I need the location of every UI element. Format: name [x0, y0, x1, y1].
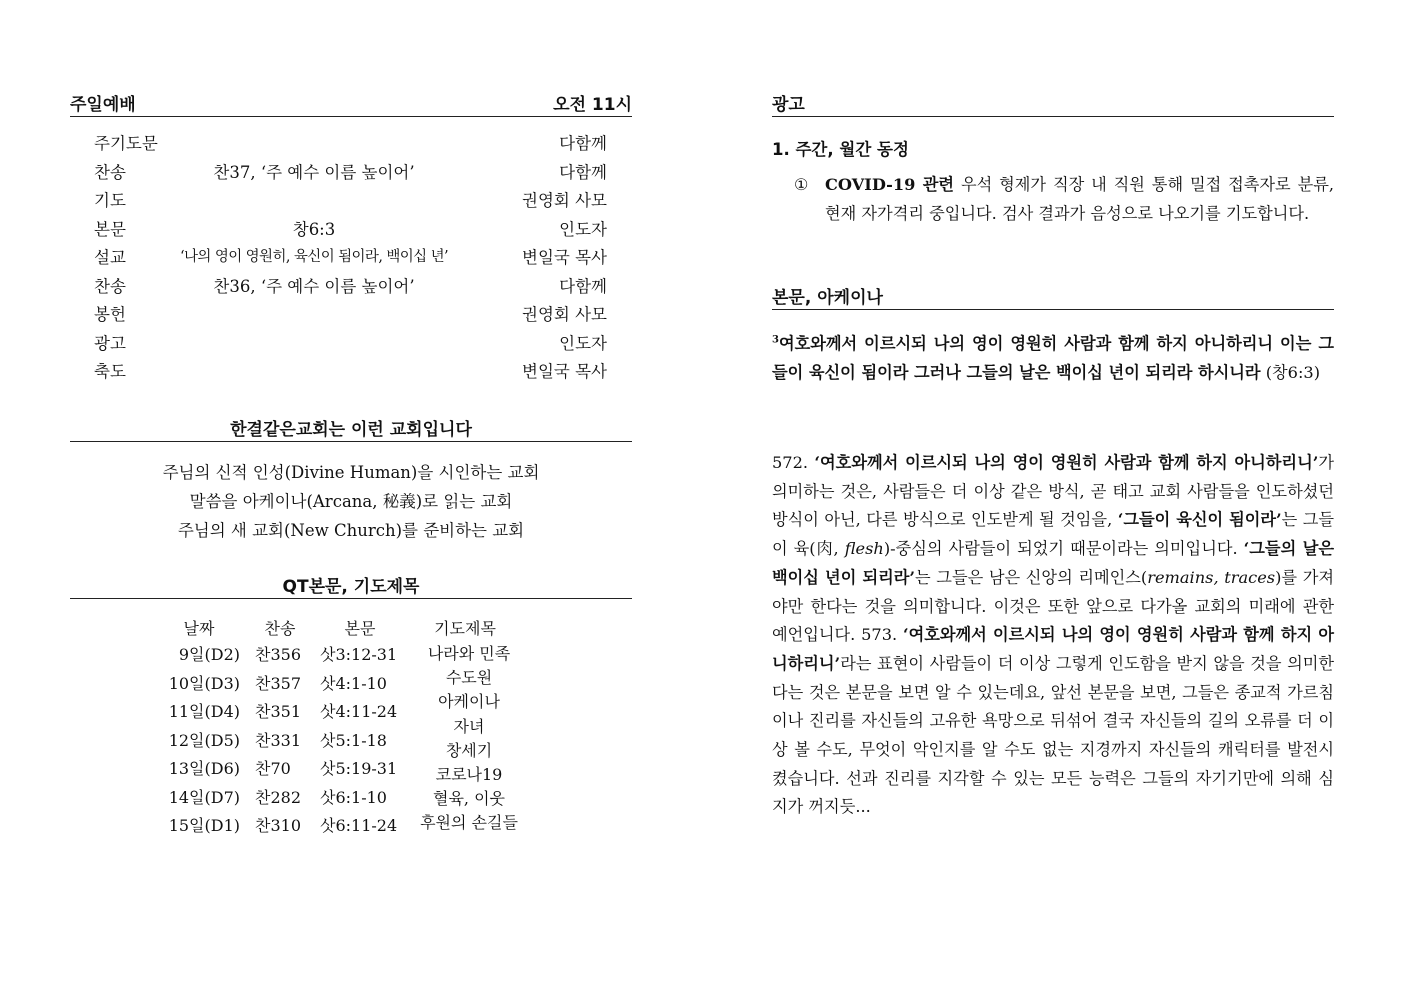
qt-text: 삿5:1-18 [320, 730, 387, 750]
qt-hymn: 찬310 [255, 816, 301, 835]
mission-line: 말씀을 아케이나(Arcana, 秘義)로 읽는 교회 [189, 492, 513, 511]
order-content: 찬36, ‘주 예수 이름 높이어’ [213, 276, 415, 296]
qt-col-date: 날짜 [183, 618, 215, 638]
ad-title: 광고 [772, 95, 805, 115]
order-content: ‘나의 영이 영원히, 육신이 됨이라, 백이십 년’ [179, 249, 448, 265]
order-item: 축도 [94, 362, 126, 381]
qt-prayer: 나라와 민족 [427, 644, 511, 663]
qt-date: 12일(D5) [168, 730, 240, 750]
order-leader: 다함께 [559, 162, 607, 182]
order-item: 기도 [94, 191, 126, 210]
commentary-term: remains, traces [1147, 567, 1276, 587]
order-item: 찬송 [94, 276, 126, 296]
worship-header [70, 94, 632, 117]
order-item: 설교 [94, 248, 126, 267]
qt-row [158, 785, 402, 814]
verse-reference: (창6:3) [1260, 362, 1321, 382]
commentary-text: )-중심의 사람들이 되었기 때문이라는 의미입니다. [883, 539, 1244, 559]
qt-rows [158, 642, 402, 842]
worship-order [94, 130, 607, 387]
qt-col-hymn: 찬송 [264, 618, 296, 638]
commentary-text: )를 가져야만 한다는 것을 의미합니다. 이것은 또한 앞으로 다가올 교회의 미래에 관한 예언입니다. 573. [772, 567, 1334, 645]
mission-line: 주님의 새 교회(New Church)를 준비하는 교회 [177, 521, 525, 540]
commentary-quote: ‘여호와께서 이르시되 나의 영이 영원히 사람과 함께 하지 아니하리니’ [814, 453, 1319, 472]
qt-col-prayer: 기도제목 [434, 618, 496, 638]
qt-text: 삿5:19-31 [320, 759, 398, 778]
qt-title: QT본문, 기도제목 [282, 577, 420, 597]
qt-row [158, 671, 402, 700]
order-item: 본문 [94, 219, 126, 239]
qt-hymn: 찬356 [255, 645, 301, 664]
order-item: 주기도문 [94, 134, 158, 153]
qt-header [70, 576, 632, 599]
order-row [94, 216, 607, 245]
mission-list [70, 458, 632, 545]
ad-item-text [825, 171, 1334, 228]
order-row [94, 330, 607, 359]
commentary-quote: ‘그들의 날은 백이십 년이 되리라’ [772, 539, 1334, 587]
order-item: 찬송 [94, 162, 126, 182]
ad-item-number: ① [794, 175, 809, 194]
commentary-quote: ‘여호와께서 이르시되 나의 영이 영원히 사람과 함께 하지 아니하리니’ [772, 625, 1334, 673]
qt-text: 삿6:1-10 [320, 787, 387, 807]
ad-item-keyword: COVID-19 관련 [825, 175, 955, 194]
qt-prayer: 혈육, 이웃 [433, 789, 505, 809]
qt-text: 삿4:1-10 [320, 673, 387, 693]
order-item: 봉헌 [94, 305, 126, 324]
order-row [94, 244, 607, 273]
qt-date: 10일(D3) [168, 673, 240, 693]
worship-time: 오전 11시 [553, 95, 632, 115]
qt-date: 9일(D2) [178, 645, 240, 664]
order-row [94, 358, 607, 387]
qt-col-text: 본문 [344, 618, 376, 638]
commentary [772, 449, 1334, 822]
qt-text: 삿4:11-24 [320, 702, 398, 721]
order-leader: 다함께 [559, 276, 607, 296]
order-leader: 권영회 사모 [522, 305, 607, 324]
qt-hymn: 찬357 [255, 673, 301, 693]
text-header [772, 287, 1334, 310]
verse-number: 3 [772, 334, 779, 346]
commentary-term: flesh [844, 539, 884, 559]
qt-date: 15일(D1) [168, 816, 240, 835]
scripture-verse [772, 330, 1334, 387]
qt-prayer: 수도원 [445, 668, 493, 688]
order-leader: 권영회 사모 [522, 191, 607, 210]
ad-item-body: 우석 형제가 직장 내 직원 통해 밀접 접촉자로 분류, 현재 자가격리 중입니다. 검사 결과가 음성으로 나오기를 기도합니다. [825, 175, 1334, 223]
commentary-text: 572. [772, 453, 815, 472]
qt-prayer: 자녀 [453, 716, 485, 736]
qt-hymn: 찬282 [255, 787, 301, 807]
commentary-quote: ‘그들이 육신이 됨이라’ [1117, 510, 1282, 530]
order-row [94, 159, 607, 188]
order-leader: 인도자 [559, 333, 607, 353]
mission-header [70, 419, 632, 442]
mission-line: 주님의 신적 인성(Divine Human)을 시인하는 교회 [162, 463, 540, 482]
qt-text: 삿6:11-24 [320, 816, 398, 835]
ad-item [794, 171, 1334, 228]
qt-text: 삿3:12-31 [320, 645, 398, 664]
qt-table [158, 613, 530, 641]
qt-row [158, 728, 402, 757]
order-leader: 인도자 [559, 219, 607, 239]
order-content: 찬37, ‘주 예수 이름 높이어’ [213, 162, 415, 182]
qt-date: 14일(D7) [168, 787, 240, 807]
commentary-text: 라는 표현이 사람들이 더 이상 그렇게 인도함을 받지 않을 것을 의미한다는 것은 본문을 보면 알 수 있는데요, 앞선 본문을 보면, 그들은 종교적 가르침이나 진리를 자신들의 고유한 욕망으로 뒤섞어 결국 자신들의 길의 오류를 더 이상 볼 수도, 무엇이 악인지를 알 수도 없는 지경까지 자신들의 캐릭터를 발전시켰습니다. 선과 진리를 지각할 수 있는 모든 능력은 그들의 자기기만에 의해 심지가 꺼지듯... [772, 653, 1334, 817]
qt-row [158, 699, 402, 728]
qt-row [158, 813, 402, 842]
qt-prayer: 창세기 [445, 740, 493, 760]
order-leader: 다함께 [559, 134, 607, 153]
qt-row [158, 642, 402, 671]
ad-header [772, 94, 1334, 117]
worship-title: 주일예배 [70, 95, 136, 115]
qt-header-row [158, 613, 530, 641]
qt-prayer-list [402, 642, 536, 836]
order-leader: 변일국 목사 [522, 248, 607, 267]
commentary-text: 가 의미하는 것은, 사람들은 더 이상 같은 방식, 곧 태고 교회 사람들을 인도하셨던 방식이 아닌, 다른 방식으로 인도받게 될 것임을, [772, 453, 1334, 530]
order-row [94, 273, 607, 302]
order-item: 광고 [94, 333, 126, 353]
order-row [94, 187, 607, 216]
mission-title: 한결같은교회는 이런 교회입니다 [230, 420, 472, 440]
qt-date: 13일(D6) [168, 759, 240, 778]
qt-prayer: 후원의 손길들 [420, 813, 518, 833]
qt-hymn: 찬331 [255, 730, 301, 750]
qt-hymn: 찬70 [255, 759, 291, 778]
qt-row [158, 756, 402, 785]
qt-date: 11일(D4) [168, 702, 240, 721]
order-row [94, 130, 607, 159]
commentary-text: 는 그들이 육(肉, [772, 510, 1335, 559]
qt-prayer: 아케이나 [438, 692, 500, 712]
ad-section-title: 1. 주간, 월간 동정 [772, 140, 909, 159]
order-row [94, 301, 607, 330]
verse-text: 여호와께서 이르시되 나의 영이 영원히 사람과 함께 하지 아니하리니 이는 그들이 육신이 됨이라 그러나 그들의 날은 백이십 년이 되리라 하시니라 [772, 334, 1334, 382]
qt-prayer: 코로나19 [435, 765, 503, 785]
text-title: 본문, 아케이나 [772, 288, 883, 308]
order-leader: 변일국 목사 [522, 362, 607, 381]
qt-hymn: 찬351 [255, 702, 301, 721]
commentary-text: 는 그들은 남은 신앙의 리메인스( [915, 567, 1148, 587]
order-content: 창6:3 [292, 219, 336, 239]
